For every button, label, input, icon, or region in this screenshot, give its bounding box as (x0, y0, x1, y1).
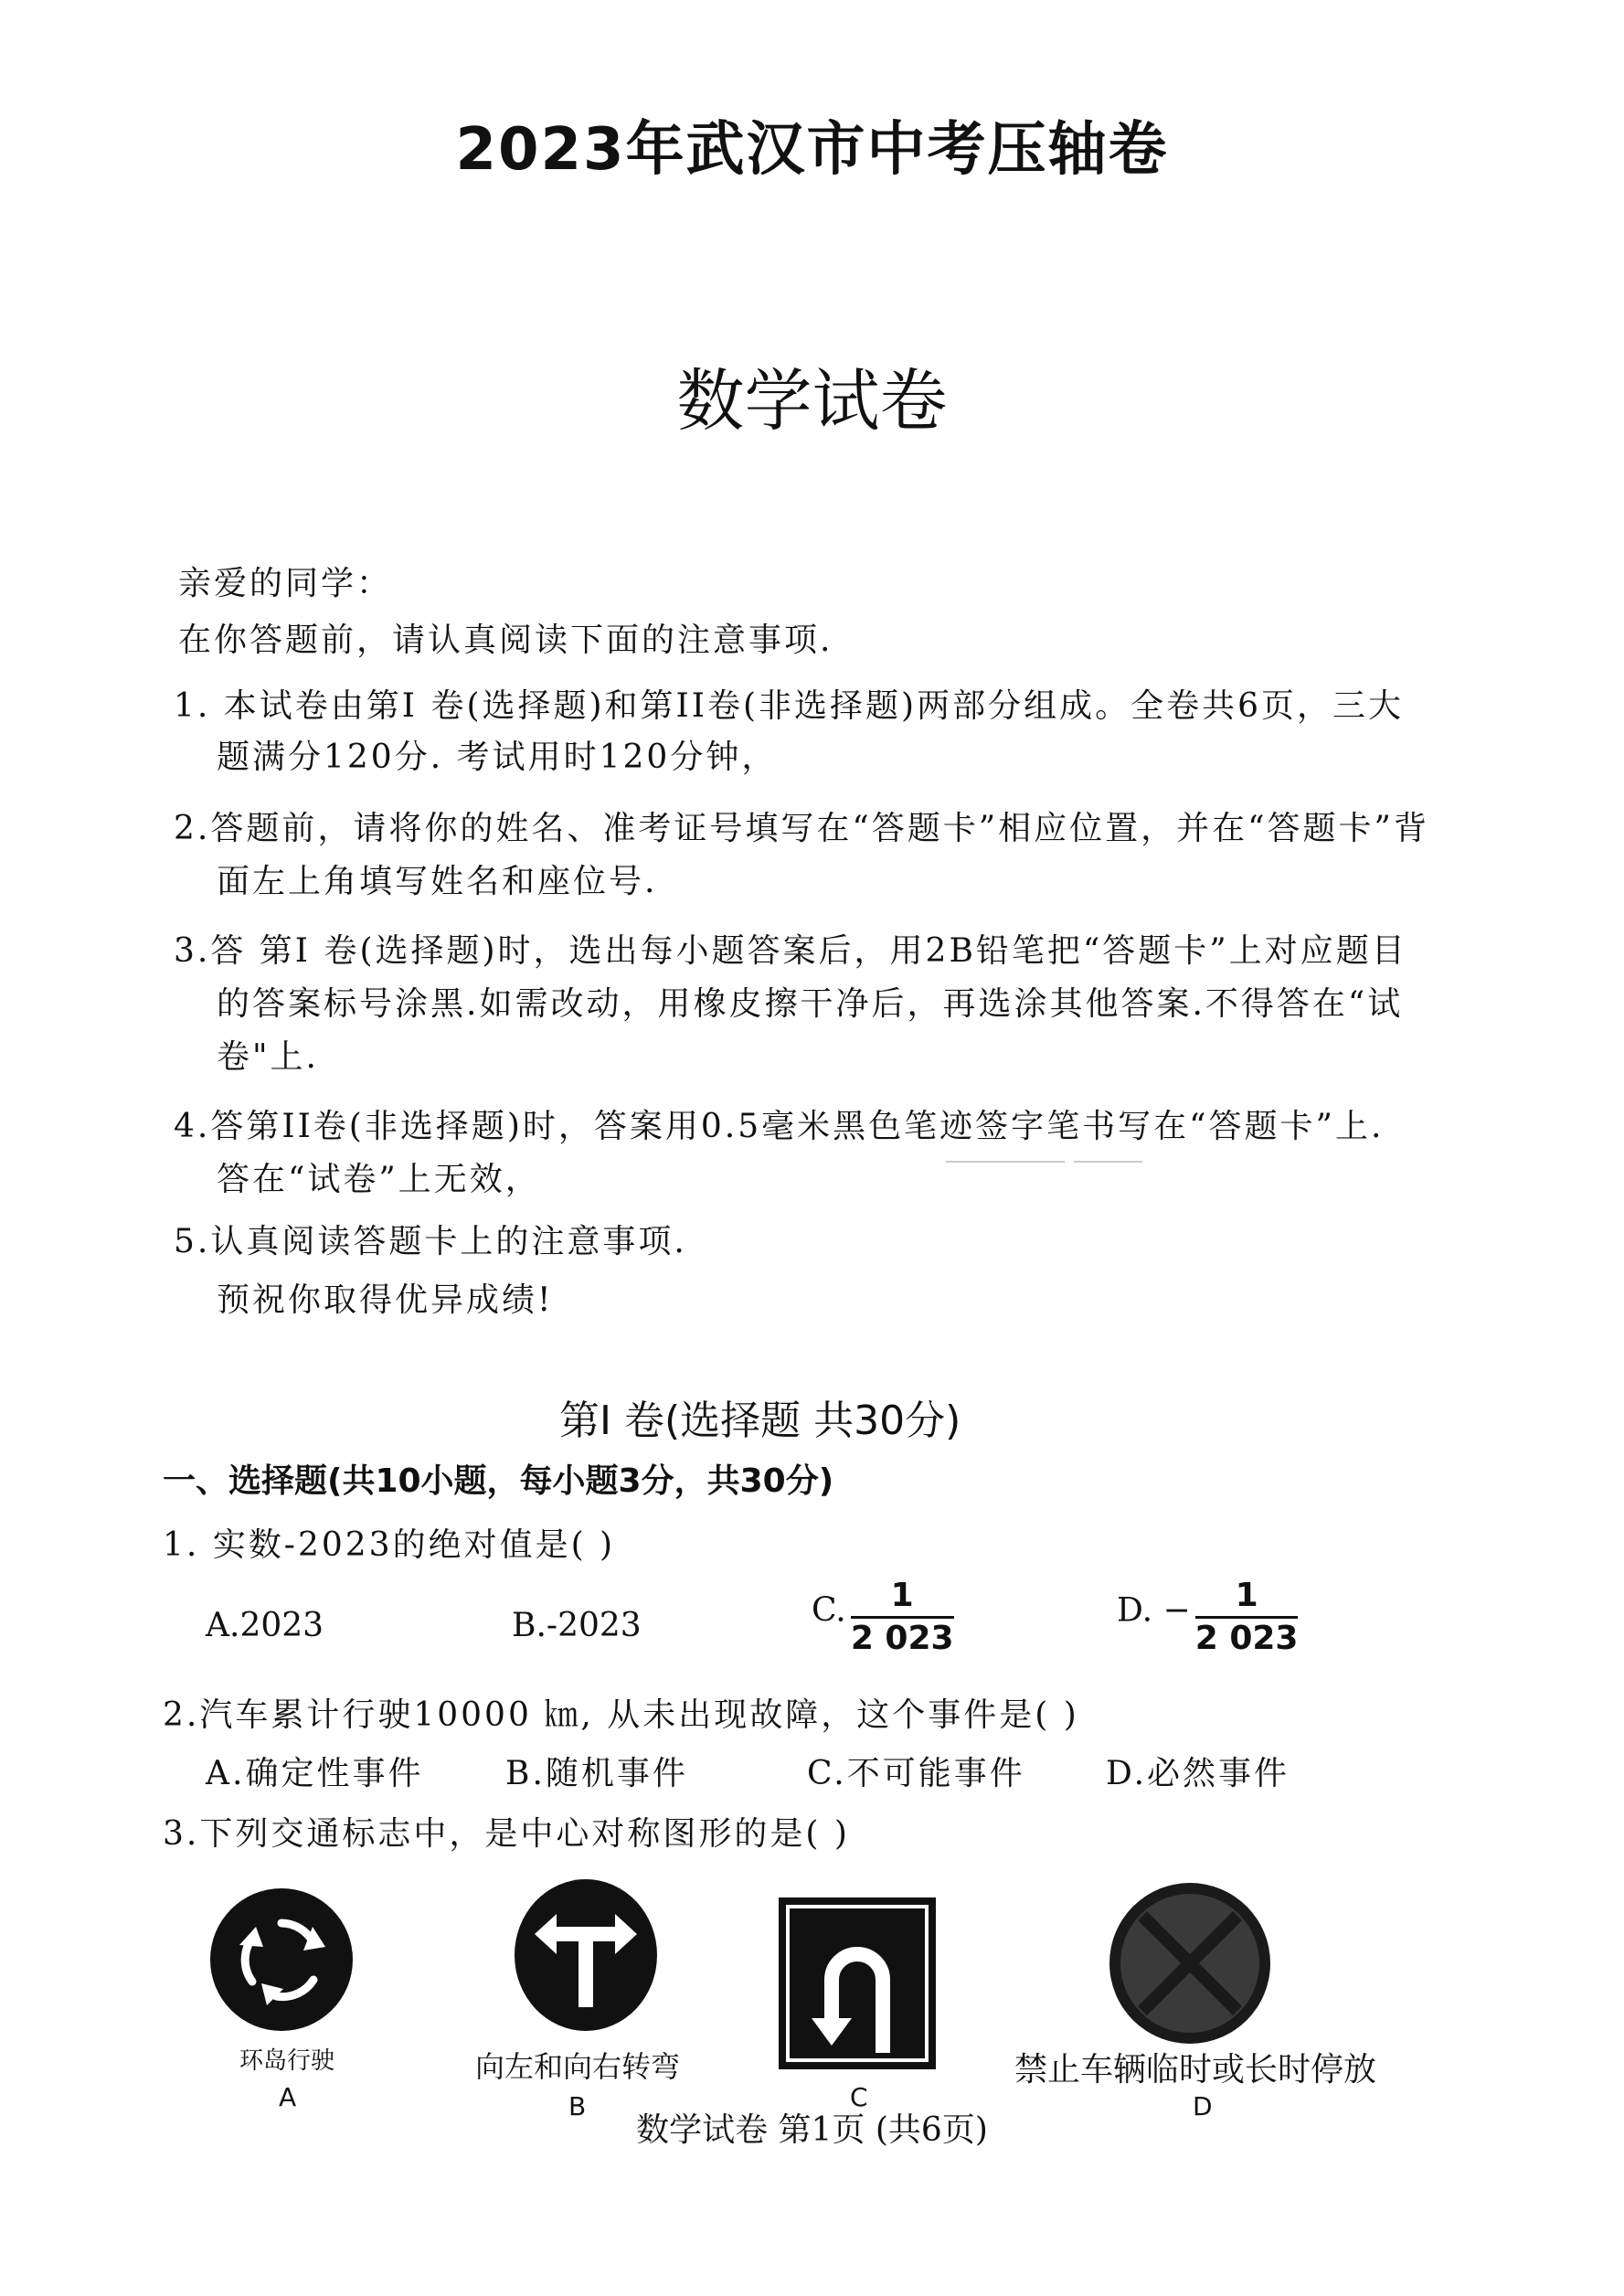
q3-stem: 3.下列交通标志中，是中心对称图形的是( ) (163, 1815, 850, 1853)
q1-stem: 1. 实数-2023的绝对值是( ) (163, 1526, 616, 1564)
q1-option-c-fraction (851, 1578, 954, 1656)
notice-item-3-line-2: 的答案标号涂黑.如需改动，用橡皮擦干净后，再选涂其他答案.不得答在“试 (217, 985, 1404, 1023)
notice-item-3-line-3: 卷"上. (217, 1038, 320, 1076)
faint-underline (946, 1161, 1065, 1163)
q1-option-b: B.-2023 (512, 1607, 642, 1644)
fraction-numerator: 1 (1235, 1577, 1258, 1614)
notice-item-5: 5.认真阅读答题卡上的注意事项. (174, 1223, 687, 1260)
exam-title: 2023年武汉市中考压轴卷 (455, 116, 1169, 184)
notice-item-1-line-1: 1. 本试卷由第I 卷(选择题)和第II卷(非选择题)两部分组成。全卷共6页，三大 (174, 687, 1404, 725)
q1-option-c (812, 1578, 954, 1656)
page-footer: 数学试卷 第1页 (共6页) (636, 2111, 988, 2149)
fraction-denominator: 2 023 (850, 1619, 954, 1657)
fraction-bar (851, 1616, 954, 1619)
sign-b-letter: B (568, 2091, 587, 2121)
notice-intro: 在你答题前，请认真阅读下面的注意事项. (178, 622, 833, 659)
no-parking-sign-icon (1108, 1881, 1272, 2046)
left-right-turn-sign-icon (507, 1872, 664, 2038)
roundabout-sign-icon (203, 1881, 360, 2038)
notice-item-2-line-1: 2.答题前，请将你的姓名、准考证号填写在“答题卡”相应位置，并在“答题卡”背 (174, 810, 1429, 847)
notice-item-4-line-2: 答在“试卷”上无效， (217, 1161, 541, 1198)
notice-item-2-line-2: 面左上角填写姓名和座位号. (217, 863, 658, 900)
q2-option-d: D.必然事件 (1106, 1755, 1290, 1792)
q1-option-d-fraction (1195, 1578, 1299, 1656)
notice-item-1-line-2: 题满分120分. 考试用时120分钟， (217, 739, 778, 776)
sign-a-letter: A (279, 2082, 297, 2112)
sign-b-caption: 向左和向右转弯 (475, 2049, 681, 2084)
q2-option-a: A.确定性事件 (206, 1755, 424, 1792)
notice-closing: 预祝你取得优异成绩! (217, 1281, 554, 1319)
q1-option-a: A.2023 (206, 1607, 324, 1644)
q2-option-c: C.不可能事件 (807, 1755, 1025, 1792)
part1-heading: 第I 卷(选择题 共30分) (559, 1398, 961, 1444)
q1-option-c-label: C. (812, 1591, 846, 1630)
exam-subtitle: 数学试卷 (676, 362, 948, 441)
notice-greeting: 亲爱的同学： (178, 565, 393, 602)
fraction-denominator: 2 023 (1194, 1619, 1299, 1657)
sign-d-caption: 禁止车辆临时或长时停放 (1014, 2051, 1377, 2089)
q2-option-b: B.随机事件 (505, 1755, 688, 1792)
q2-stem: 2.汽车累计行驶10000 ㎞, 从未出现故障，这个事件是( ) (163, 1696, 1079, 1734)
u-turn-sign-icon (779, 1897, 936, 2069)
q1-option-d (1117, 1578, 1298, 1656)
sign-a-caption: 环岛行驶 (239, 2047, 335, 2075)
sign-d-letter: D (1193, 2091, 1213, 2121)
notice-item-3-line-1: 3.答 第I 卷(选择题)时，选出每小题答案后，用2B铅笔把“答题卡”上对应题目 (174, 932, 1407, 970)
section-heading: 一、选择题(共10小题，每小题3分，共30分) (163, 1462, 834, 1500)
fraction-bar (1195, 1616, 1299, 1619)
notice-item-4-line-1: 4.答第II卷(非选择题)时，答案用0.5毫米黑色笔迹签字笔书写在“答题卡”上. (174, 1108, 1385, 1145)
fraction-numerator: 1 (890, 1577, 914, 1614)
faint-underline (1074, 1161, 1142, 1163)
sign-c-letter: C (850, 2082, 868, 2112)
q1-option-d-label: D. − (1117, 1591, 1191, 1630)
